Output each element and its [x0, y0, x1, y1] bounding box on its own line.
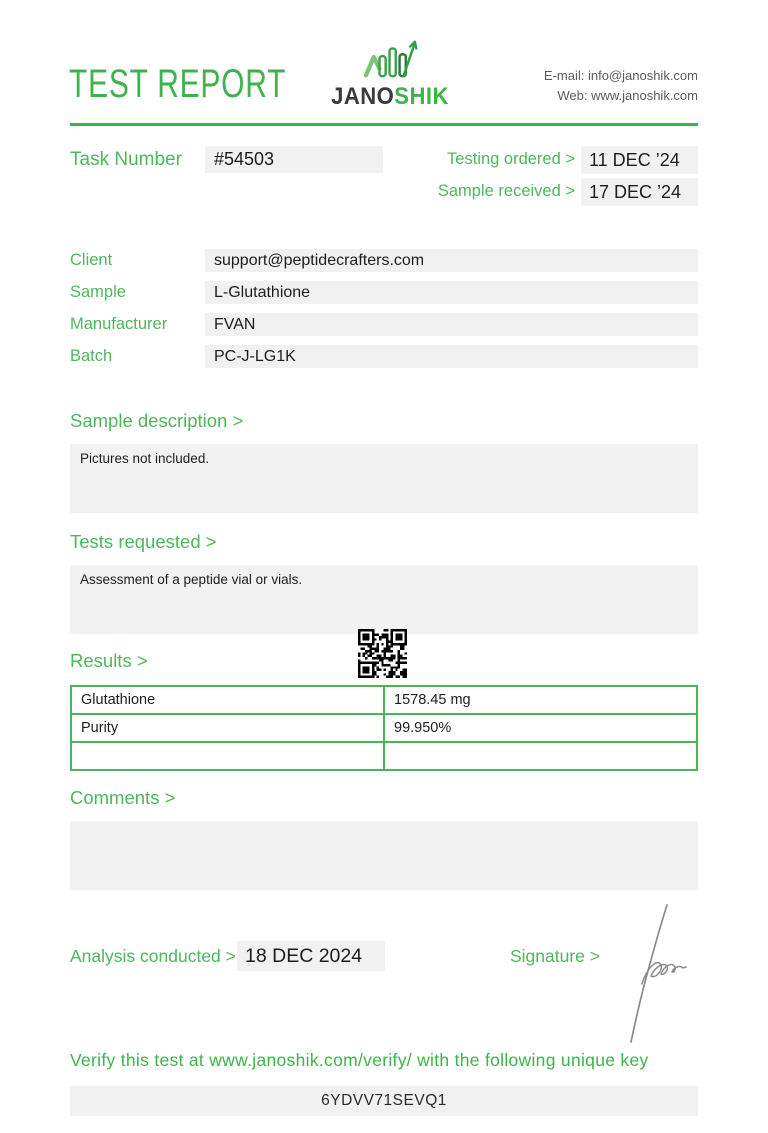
sample-value: L-Glutathione — [214, 284, 311, 301]
page-title: TEST REPORT — [69, 62, 287, 106]
info-row-manufacturer — [0, 313, 768, 336]
result-value-cell: 1578.45 mg — [384, 686, 697, 714]
result-value-cell — [384, 742, 697, 770]
logo-text-green: SHIK — [394, 83, 449, 110]
signature-image — [612, 898, 687, 1048]
verify-instruction: Verify this test at www.janoshik.com/verify/ with the following unique key — [70, 1050, 649, 1070]
client-label: Client — [70, 251, 113, 269]
client-value: support@peptidecrafters.com — [214, 252, 425, 269]
results-label: Results > — [70, 650, 148, 671]
sample-value-box — [205, 281, 698, 304]
batch-value-box — [205, 345, 698, 368]
qr-code — [358, 629, 407, 678]
logo-wordmark — [329, 83, 450, 111]
table-row — [71, 714, 697, 742]
task-number-label: Task Number — [70, 149, 182, 170]
header-divider — [70, 123, 698, 126]
testing-ordered-date: 11 DEC ’24 — [589, 150, 680, 170]
signature-label: Signature > — [510, 946, 600, 966]
table-row — [71, 686, 697, 714]
sample-description-box: Pictures not included. — [70, 444, 698, 513]
contact-email: E-mail: info@janoshik.com — [543, 68, 698, 83]
sample-received-date: 17 DEC ’24 — [589, 182, 682, 202]
manufacturer-value: FVAN — [214, 316, 256, 333]
result-name-cell: Glutathione — [71, 686, 384, 714]
manufacturer-label: Manufacturer — [70, 315, 168, 333]
tests-requested-box: Assessment of a peptide vial or vials. — [70, 565, 698, 634]
results-table — [70, 685, 698, 771]
client-value-box — [205, 249, 698, 272]
contact-web: Web: www.janoshik.com — [557, 87, 698, 103]
testing-ordered-label: Testing ordered > — [447, 150, 575, 168]
analysis-date-box — [237, 941, 385, 971]
table-row — [71, 742, 697, 770]
unique-key: 6YDVV71SEVQ1 — [321, 1092, 447, 1109]
task-number-value: #54503 — [214, 149, 275, 169]
janoshik-logo — [324, 36, 456, 111]
analysis-date: 18 DEC 2024 — [245, 945, 363, 967]
result-name-cell — [71, 742, 384, 770]
analysis-conducted-label: Analysis conducted > — [70, 946, 236, 966]
chart-bars-arrow-icon — [360, 36, 420, 82]
contact-info — [544, 66, 698, 105]
batch-value: PC-J-LG1K — [214, 348, 296, 365]
sample-received-label: Sample received > — [437, 182, 575, 200]
unique-key-bar — [70, 1086, 698, 1116]
sample-received-value-box — [581, 178, 698, 206]
sample-label: Sample — [70, 283, 126, 301]
info-row-sample — [0, 281, 768, 304]
batch-label: Batch — [70, 347, 113, 365]
sample-description-label: Sample description > — [70, 410, 244, 431]
comments-box — [70, 821, 698, 890]
info-row-client — [0, 249, 768, 272]
manufacturer-value-box — [205, 313, 698, 336]
result-name-cell: Purity — [71, 714, 384, 742]
info-row-batch — [0, 345, 768, 368]
result-value-cell: 99.950% — [384, 714, 697, 742]
comments-label: Comments > — [70, 787, 176, 808]
tests-requested-label: Tests requested > — [70, 531, 217, 552]
task-number-value-box — [205, 146, 383, 173]
logo-text-dark: JANO — [331, 83, 395, 110]
testing-ordered-value-box — [581, 146, 698, 174]
